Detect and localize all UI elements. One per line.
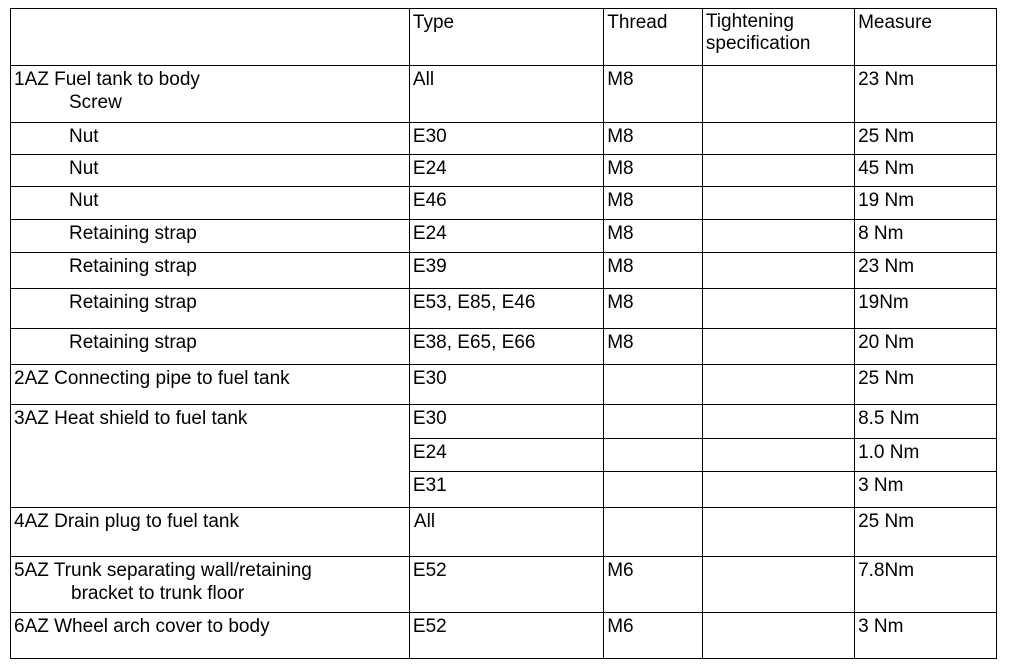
type-cell: E24 bbox=[409, 155, 603, 187]
subcomponent-label: Retaining strap bbox=[69, 223, 197, 244]
table-row bbox=[11, 405, 997, 439]
spec-cell bbox=[702, 66, 854, 123]
thread-cell bbox=[604, 439, 703, 472]
table-row bbox=[11, 365, 997, 405]
spec-cell bbox=[702, 472, 854, 508]
header-type: Type bbox=[409, 9, 603, 66]
component-cell bbox=[11, 329, 410, 365]
spec-cell bbox=[702, 289, 854, 329]
measure-cell: 19 Nm bbox=[855, 187, 997, 220]
measure-cell: 23 Nm bbox=[855, 253, 997, 289]
table-row bbox=[11, 253, 997, 289]
component-cell bbox=[11, 155, 410, 187]
component-cell bbox=[11, 66, 410, 123]
subcomponent-label: Screw bbox=[69, 92, 122, 113]
type-cell: E31 bbox=[409, 472, 603, 508]
header-thread: Thread bbox=[604, 9, 703, 66]
type-cell: E30 bbox=[409, 405, 603, 439]
header-tightening-line2: specification bbox=[705, 33, 811, 54]
spec-cell bbox=[702, 557, 854, 613]
thread-cell: M8 bbox=[604, 289, 703, 329]
header-component bbox=[11, 9, 410, 66]
torque-spec-table bbox=[10, 8, 997, 659]
header-tightening-line1: Tightening bbox=[705, 11, 794, 32]
header-measure: Measure bbox=[855, 9, 997, 66]
component-label: 5AZ Trunk separating wall/retaining bbox=[14, 560, 312, 581]
component-cell: 3AZ Heat shield to fuel tank bbox=[11, 405, 410, 508]
thread-cell: M6 bbox=[604, 613, 703, 659]
measure-cell: 3 Nm bbox=[855, 472, 997, 508]
spec-cell bbox=[702, 220, 854, 253]
spec-cell bbox=[702, 613, 854, 659]
thread-cell: M8 bbox=[604, 329, 703, 365]
component-cell bbox=[11, 557, 410, 613]
measure-cell: 8 Nm bbox=[855, 220, 997, 253]
component-cell bbox=[11, 187, 410, 220]
spec-cell bbox=[702, 155, 854, 187]
header-tightening-specification bbox=[702, 9, 854, 66]
measure-cell: 25 Nm bbox=[855, 123, 997, 155]
measure-cell: 25 Nm bbox=[855, 508, 997, 557]
spec-cell bbox=[702, 405, 854, 439]
header-row bbox=[11, 9, 997, 66]
type-cell: E38, E65, E66 bbox=[409, 329, 603, 365]
type-cell: E24 bbox=[409, 220, 603, 253]
component-label-continued: bracket to trunk floor bbox=[71, 583, 245, 604]
type-cell: E39 bbox=[409, 253, 603, 289]
type-cell: E53, E85, E46 bbox=[409, 289, 603, 329]
subcomponent-label: Nut bbox=[69, 190, 99, 211]
component-cell bbox=[11, 123, 410, 155]
thread-cell: M6 bbox=[604, 557, 703, 613]
table-row bbox=[11, 613, 997, 659]
spec-cell bbox=[702, 365, 854, 405]
measure-cell: 23 Nm bbox=[855, 66, 997, 123]
subcomponent-label: Nut bbox=[69, 158, 99, 179]
type-cell: E30 bbox=[409, 365, 603, 405]
measure-cell: 3 Nm bbox=[855, 613, 997, 659]
component-cell bbox=[11, 220, 410, 253]
subcomponent-label: Retaining strap bbox=[69, 292, 197, 313]
table-row bbox=[11, 123, 997, 155]
type-cell: All bbox=[409, 66, 603, 123]
table-row bbox=[11, 155, 997, 187]
thread-cell bbox=[604, 472, 703, 508]
type-cell: E52 bbox=[409, 557, 603, 613]
type-cell: E24 bbox=[409, 439, 603, 472]
component-cell bbox=[11, 253, 410, 289]
table-row bbox=[11, 289, 997, 329]
thread-cell bbox=[604, 405, 703, 439]
component-cell bbox=[11, 289, 410, 329]
spec-cell bbox=[702, 123, 854, 155]
measure-cell: 1.0 Nm bbox=[855, 439, 997, 472]
measure-cell: 8.5 Nm bbox=[855, 405, 997, 439]
thread-cell: M8 bbox=[604, 253, 703, 289]
thread-cell: M8 bbox=[604, 187, 703, 220]
thread-cell: M8 bbox=[604, 66, 703, 123]
thread-cell bbox=[604, 365, 703, 405]
spec-cell bbox=[702, 508, 854, 557]
table-row bbox=[11, 329, 997, 365]
spec-cell bbox=[702, 253, 854, 289]
subcomponent-label: Retaining strap bbox=[69, 256, 197, 277]
component-cell: 6AZ Wheel arch cover to body bbox=[11, 613, 410, 659]
type-cell: E30 bbox=[409, 123, 603, 155]
type-cell: E52 bbox=[409, 613, 603, 659]
spec-cell bbox=[702, 439, 854, 472]
thread-cell: M8 bbox=[604, 155, 703, 187]
measure-cell: 45 Nm bbox=[855, 155, 997, 187]
thread-cell: M8 bbox=[604, 220, 703, 253]
spec-cell bbox=[702, 329, 854, 365]
type-cell: E46 bbox=[409, 187, 603, 220]
measure-cell: 25 Nm bbox=[855, 365, 997, 405]
measure-cell: 7.8Nm bbox=[855, 557, 997, 613]
spec-cell bbox=[702, 187, 854, 220]
component-label: 1AZ Fuel tank to body bbox=[14, 69, 200, 90]
measure-cell: 20 Nm bbox=[855, 329, 997, 365]
table-row bbox=[11, 187, 997, 220]
thread-cell bbox=[604, 508, 703, 557]
type-cell: All bbox=[409, 508, 603, 557]
component-cell: 4AZ Drain plug to fuel tank bbox=[11, 508, 410, 557]
subcomponent-label: Retaining strap bbox=[69, 332, 197, 353]
table-row bbox=[11, 557, 997, 613]
component-cell: 2AZ Connecting pipe to fuel tank bbox=[11, 365, 410, 405]
subcomponent-label: Nut bbox=[69, 126, 99, 147]
thread-cell: M8 bbox=[604, 123, 703, 155]
table-row bbox=[11, 66, 997, 123]
measure-cell: 19Nm bbox=[855, 289, 997, 329]
table-row bbox=[11, 508, 997, 557]
table-row bbox=[11, 220, 997, 253]
